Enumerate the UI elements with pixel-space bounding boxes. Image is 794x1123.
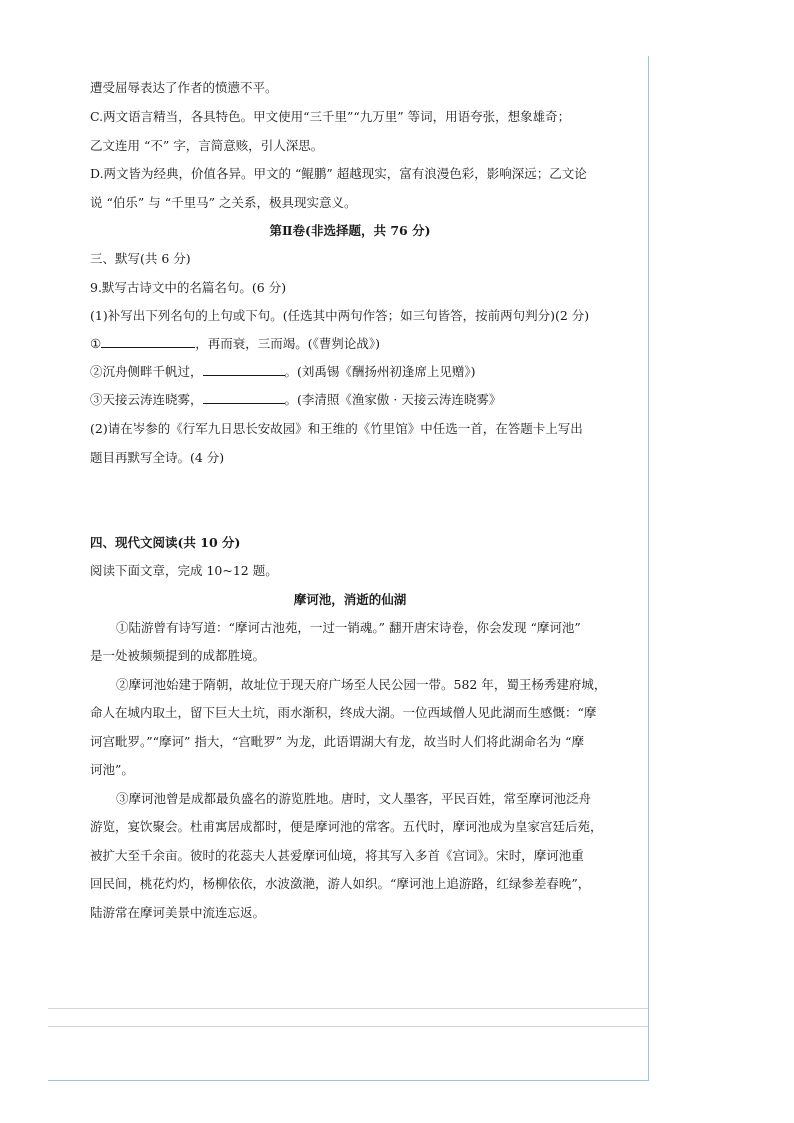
page-border-right [648, 56, 649, 1080]
paragraph-3: ③摩诃池曾是成都最负盛名的游览胜地。唐时，文人墨客，平民百姓，常至摩诃池泛舟 [116, 791, 592, 806]
paragraph-1: ①陆游曾有诗写道：“摩诃古池苑，一过一销魂。” 翻开唐宋诗卷，你会发现 “摩诃池” [116, 620, 581, 635]
answer-blank [101, 336, 195, 348]
fill-line-b [90, 364, 476, 380]
paragraph-3: 游览，宴饮聚会。杜甫寓居成都时，便是摩诃池的常客。五代时，摩诃池成为皇家宫廷后苑， [90, 819, 603, 834]
question-9-part-2: (2)请在岑参的《行军九日思长安故园》和王维的《竹里馆》中任选一首，在答题卡上写出 [90, 421, 583, 436]
option-d-line: 说 “伯乐” 与 “千里马” 之关系，极具现实意义。 [90, 195, 357, 210]
question-9-part-2: 题目再默写全诗。(4 分) [90, 450, 225, 465]
question-9-part-1: (1)补写出下列名句的上句或下句。(任选其中两句作答；如三句皆答，按前两句判分)(2 分) [90, 308, 590, 323]
answer-blank [203, 392, 285, 404]
question-9: 9.默写古诗文中的名篇名句。(6 分) [90, 280, 287, 295]
paragraph-3: 被扩大至千余亩。彼时的花蕊夫人甚爱摩诃仙境，将其写入多首《宫词》。宋时，摩诃池重 [90, 848, 584, 863]
fill-suffix: ，再而衰，三而竭。(《曹刿论战》) [195, 336, 380, 351]
paragraph-3: 陆游常在摩诃美景中流连忘返。 [90, 905, 266, 920]
fill-prefix: ③天接云涛连晓雾， [90, 392, 203, 407]
article-title: 摩诃池，消逝的仙湖 [293, 592, 407, 607]
fill-suffix: 。(李清照《渔家傲 · 天接云涛连晓雾》 [284, 392, 502, 407]
paragraph-2: 诃宫毗罗。”“摩诃” 指大，“宫毗罗” 为龙，此语谓湖大有龙，故当时人们将此湖命名为 “摩 [90, 734, 585, 749]
reading-instruction: 阅读下面文章，完成 10~12 题。 [90, 563, 278, 578]
page-border-bottom [48, 1080, 649, 1081]
option-b-end: 遭受屈辱表达了作者的愤懑不平。 [90, 80, 278, 95]
section-4-heading: 四、现代文阅读(共 10 分) [90, 535, 241, 550]
paragraph-1: 是一处被频频提到的成都胜境。 [90, 648, 266, 663]
footer-divider [48, 1008, 648, 1009]
volume-title: 第Ⅱ卷(非选择题，共 76 分) [269, 223, 431, 238]
paragraph-2: 诃池”。 [90, 762, 134, 777]
fill-suffix: 。(刘禹锡《酬扬州初逢席上见赠》) [284, 364, 476, 379]
fill-prefix: ① [90, 336, 102, 351]
answer-blank [203, 364, 285, 376]
section-3-heading: 三、默写(共 6 分) [90, 251, 191, 266]
fill-prefix: ②沉舟侧畔千帆过， [90, 364, 203, 379]
footer-divider [48, 1026, 648, 1027]
fill-line-a [90, 336, 380, 352]
fill-line-c [90, 392, 501, 408]
option-c-line: C.两文语言精当，各具特色。甲文使用“三千里”“九万里” 等词，用语夸张，想象雄奇； [90, 109, 571, 124]
option-d-line: D.两文皆为经典，价值各异。甲文的 “鲲鹏” 超越现实，富有浪漫色彩，影响深远；乙文论 [90, 166, 587, 181]
paragraph-2: 命人在城内取土，留下巨大土坑，雨水渐积，终成大湖。一位西域僧人见此湖而生感慨：“摩 [90, 705, 597, 720]
option-c-line: 乙文连用 “不” 字，言简意赅，引人深思。 [90, 138, 324, 153]
paragraph-3: 回民间，桃花灼灼，杨柳依依，水波潋滟，游人如织。“摩诃池上追游路，红绿参差春晚”， [90, 876, 591, 891]
paragraph-2: ②摩诃池始建于隋朝，故址位于现天府广场至人民公园一带。582 年，蜀王杨秀建府城， [116, 677, 607, 692]
